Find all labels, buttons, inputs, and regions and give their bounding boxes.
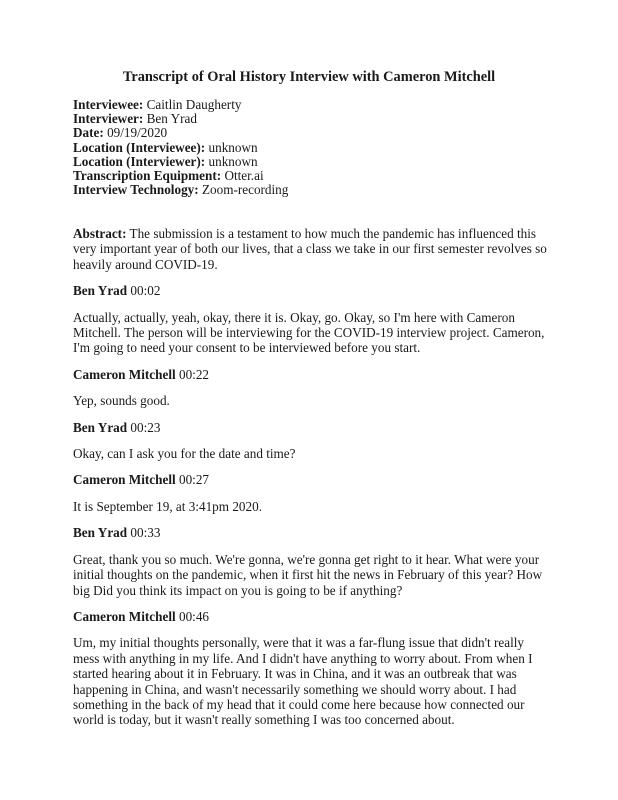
speaker-line bbox=[73, 609, 553, 624]
metadata-date bbox=[73, 126, 288, 140]
speaker-name: Ben Yrad bbox=[73, 525, 128, 541]
speaker-name: Cameron Mitchell bbox=[73, 366, 176, 382]
speaker-name: Ben Yrad bbox=[73, 419, 128, 435]
metadata-label: Date: bbox=[73, 125, 104, 141]
abstract-text: The submission is a testament to how much the pandemic has influenced this very important year of both our lives, that a class we take in our first semester revolves so heavily around COVID-19. bbox=[73, 226, 547, 272]
document-title: Transcript of Oral History Interview with Cameron Mitchell bbox=[122, 69, 496, 85]
timestamp: 00:02 bbox=[130, 283, 161, 299]
metadata-value: Zoom-recording bbox=[201, 182, 289, 198]
transcript-entry bbox=[73, 525, 553, 598]
speaker-line bbox=[73, 283, 553, 298]
document-body bbox=[73, 226, 553, 739]
utterance-text: It is September 19, at 3:41pm 2020. bbox=[73, 498, 262, 514]
speaker-line bbox=[73, 525, 553, 540]
transcript-entry bbox=[73, 472, 553, 514]
timestamp: 00:23 bbox=[130, 419, 161, 435]
speaker-line bbox=[73, 472, 553, 487]
abstract-label: Abstract: bbox=[73, 226, 127, 241]
speaker-name: Cameron Mitchell bbox=[73, 472, 176, 488]
timestamp: 00:46 bbox=[178, 608, 210, 624]
speaker-name: Ben Yrad bbox=[73, 283, 128, 299]
transcript-entry bbox=[73, 283, 553, 356]
utterance-text: Okay, can I ask you for the date and time? bbox=[73, 446, 296, 462]
metadata-label: Interviewee: bbox=[73, 97, 144, 112]
metadata-value: unknown bbox=[208, 153, 258, 169]
metadata-location-interviewee bbox=[73, 141, 288, 155]
metadata-label: Interview Technology: bbox=[73, 182, 199, 198]
timestamp: 00:22 bbox=[178, 366, 210, 382]
metadata-label: Location (Interviewee): bbox=[73, 139, 206, 155]
transcript-entry bbox=[73, 367, 553, 409]
timestamp: 00:27 bbox=[178, 472, 210, 488]
metadata-value: Ben Yrad bbox=[146, 111, 198, 127]
metadata-location-interviewer bbox=[73, 155, 288, 169]
metadata-transcription-equipment bbox=[73, 169, 288, 183]
metadata-label: Interviewer: bbox=[73, 111, 144, 127]
utterance-text: Um, my initial thoughts personally, were that it was a far-flung issue that didn't really mess with anything in my life. And I didn't have anything to worry about. From when I started hearing about it in February. It was in China, and it was an outbreak that was happening in China, and wasn't necessarily something we should worry about. I had something in the back of my head that it could come here because how connected our world is today, but it wasn't really something I was too concerned about. bbox=[73, 635, 533, 728]
interview-metadata bbox=[73, 98, 288, 197]
metadata-value: Caitlin Daugherty bbox=[146, 97, 242, 112]
metadata-interviewee bbox=[73, 98, 288, 112]
metadata-value: unknown bbox=[208, 139, 258, 155]
timestamp: 00:33 bbox=[130, 525, 161, 541]
metadata-value: 09/19/2020 bbox=[107, 125, 168, 141]
metadata-value: Otter.ai bbox=[224, 167, 264, 183]
speaker-line bbox=[73, 420, 553, 435]
utterance-text: Actually, actually, yeah, okay, there it is. Okay, go. Okay, so I'm here with Cameron Mitchell. The person will be interviewing for the COVID-19 interview project. Cameron, I'm going to need your consent to be interviewed before you start. bbox=[73, 309, 545, 356]
speaker-line bbox=[73, 367, 553, 382]
metadata-interviewer bbox=[73, 112, 288, 126]
metadata-interview-technology bbox=[73, 183, 288, 197]
speaker-name: Cameron Mitchell bbox=[73, 608, 176, 624]
transcript-entry bbox=[73, 420, 553, 462]
metadata-label: Transcription Equipment: bbox=[73, 167, 222, 183]
metadata-label: Location (Interviewer): bbox=[73, 153, 206, 169]
abstract bbox=[73, 226, 553, 272]
transcript-entry bbox=[73, 609, 553, 728]
utterance-text: Yep, sounds good. bbox=[73, 393, 170, 409]
utterance-text: Great, thank you so much. We're gonna, we're gonna get right to it hear. What were your initial thoughts on the pandemic, when it first hit the news in February of this year? How big Did you think its impact on you is going to be if anything? bbox=[73, 551, 543, 598]
